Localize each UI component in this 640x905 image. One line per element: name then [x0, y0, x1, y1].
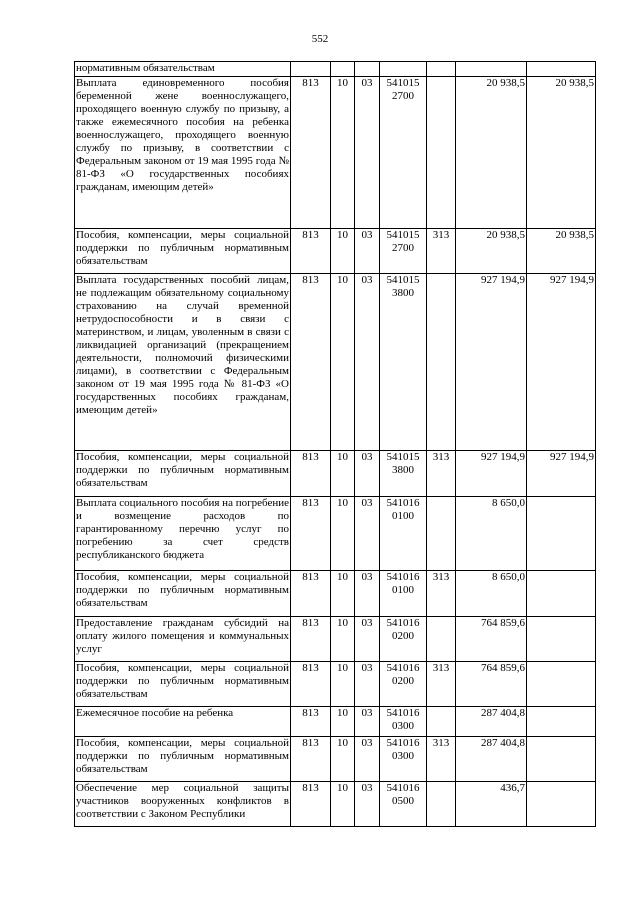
ministry-code-cell: 813: [291, 782, 331, 827]
expense-type-cell: 313: [427, 229, 456, 274]
table-row: [75, 229, 596, 274]
amount-cell-2: [527, 737, 596, 782]
section-code-cell: 10: [331, 617, 355, 662]
amount-cell-1: 20 938,5: [456, 77, 527, 229]
amount-cell-2: [527, 707, 596, 737]
amount-cell-2: [527, 782, 596, 827]
amount-cell-1: 927 194,9: [456, 274, 527, 451]
amount-cell-1: 8 650,0: [456, 571, 527, 617]
article-code-cell: 541016 0500: [380, 782, 427, 827]
ministry-code-cell: 813: [291, 229, 331, 274]
article-code-cell: [380, 62, 427, 77]
table-row: [75, 617, 596, 662]
amount-cell-2: [527, 662, 596, 707]
table-row: [75, 662, 596, 707]
subsection-code-cell: 03: [355, 707, 380, 737]
article-code-cell: 541016 0200: [380, 617, 427, 662]
amount-cell-2: 927 194,9: [527, 451, 596, 497]
section-code-cell: 10: [331, 229, 355, 274]
expense-type-cell: [427, 617, 456, 662]
ministry-code-cell: 813: [291, 451, 331, 497]
table-row: [75, 62, 596, 77]
article-code-cell: 541016 0300: [380, 707, 427, 737]
row-name-cell: Пособия, компенсации, меры социальной поддержки по публичным нормативным обязательствам: [75, 451, 291, 497]
amount-cell-2: 20 938,5: [527, 229, 596, 274]
expense-type-cell: [427, 77, 456, 229]
table-row: [75, 782, 596, 827]
amount-cell-2: 20 938,5: [527, 77, 596, 229]
ministry-code-cell: 813: [291, 571, 331, 617]
expense-type-cell: [427, 497, 456, 571]
subsection-code-cell: 03: [355, 229, 380, 274]
article-code-cell: 541016 0100: [380, 497, 427, 571]
row-name-cell: Пособия, компенсации, меры социальной поддержки по публичным нормативным обязательствам: [75, 229, 291, 274]
amount-cell-1: 927 194,9: [456, 451, 527, 497]
subsection-code-cell: 03: [355, 662, 380, 707]
subsection-code-cell: 03: [355, 77, 380, 229]
amount-cell-1: 287 404,8: [456, 707, 527, 737]
amount-cell-1: 764 859,6: [456, 662, 527, 707]
ministry-code-cell: 813: [291, 497, 331, 571]
row-name-cell: Предоставление гражданам субсидий на оплату жилого помещения и коммунальных услуг: [75, 617, 291, 662]
amount-cell-1: 8 650,0: [456, 497, 527, 571]
section-code-cell: 10: [331, 77, 355, 229]
ministry-code-cell: 813: [291, 274, 331, 451]
article-code-cell: 541016 0100: [380, 571, 427, 617]
section-code-cell: 10: [331, 497, 355, 571]
subsection-code-cell: 03: [355, 497, 380, 571]
expense-type-cell: [427, 62, 456, 77]
page-number: 552: [311, 33, 329, 45]
subsection-code-cell: 03: [355, 274, 380, 451]
amount-cell-1: [456, 62, 527, 77]
article-code-cell: 541016 0300: [380, 737, 427, 782]
expense-type-cell: 313: [427, 662, 456, 707]
table-row: [75, 571, 596, 617]
row-name-cell: Выплата государственных пособий лицам, не подлежащим обязательному социальному страхованию на случай временной нетрудоспособности и в связи с материнством, и лицам, уволенным в связи с ликвидацией организаций (прекращением деятельности, полномочий физическими лицами), в соответствии с Федеральным законом от 19 мая 1995 года № 81-ФЗ «О государственных пособиях гражданам, имеющим детей»: [75, 274, 291, 451]
ministry-code-cell: [291, 62, 331, 77]
subsection-code-cell: 03: [355, 451, 380, 497]
section-code-cell: [331, 62, 355, 77]
section-code-cell: 10: [331, 451, 355, 497]
subsection-code-cell: 03: [355, 571, 380, 617]
expense-type-cell: [427, 274, 456, 451]
article-code-cell: 541016 0200: [380, 662, 427, 707]
ministry-code-cell: 813: [291, 662, 331, 707]
subsection-code-cell: 03: [355, 782, 380, 827]
amount-cell-1: 287 404,8: [456, 737, 527, 782]
table-row: [75, 274, 596, 451]
article-code-cell: 541015 2700: [380, 229, 427, 274]
subsection-code-cell: 03: [355, 617, 380, 662]
table-row: [75, 737, 596, 782]
amount-cell-1: 20 938,5: [456, 229, 527, 274]
amount-cell-2: [527, 62, 596, 77]
expense-type-cell: [427, 782, 456, 827]
section-code-cell: 10: [331, 782, 355, 827]
expense-type-cell: 313: [427, 451, 456, 497]
amount-cell-2: [527, 571, 596, 617]
section-code-cell: 10: [331, 571, 355, 617]
subsection-code-cell: [355, 62, 380, 77]
amount-cell-2: [527, 617, 596, 662]
article-code-cell: 541015 3800: [380, 274, 427, 451]
amount-cell-2: 927 194,9: [527, 274, 596, 451]
table-row: [75, 77, 596, 229]
section-code-cell: 10: [331, 662, 355, 707]
table-row: [75, 451, 596, 497]
article-code-cell: 541015 2700: [380, 77, 427, 229]
row-name-cell: Выплата социального пособия на погребение и возмещение расходов по гарантированному перечню услуг по погребению за счет средств республиканского бюджета: [75, 497, 291, 571]
amount-cell-1: 764 859,6: [456, 617, 527, 662]
ministry-code-cell: 813: [291, 707, 331, 737]
expense-type-cell: 313: [427, 571, 456, 617]
ministry-code-cell: 813: [291, 737, 331, 782]
row-name-cell: Пособия, компенсации, меры социальной поддержки по публичным нормативным обязательствам: [75, 737, 291, 782]
section-code-cell: 10: [331, 737, 355, 782]
article-code-cell: 541015 3800: [380, 451, 427, 497]
table-row: [75, 497, 596, 571]
expense-type-cell: [427, 707, 456, 737]
row-name-cell: Пособия, компенсации, меры социальной поддержки по публичным нормативным обязательствам: [75, 662, 291, 707]
row-name-cell: Пособия, компенсации, меры социальной поддержки по публичным нормативным обязательствам: [75, 571, 291, 617]
row-name-cell: Выплата единовременного пособия беременной жене военнослужащего, проходящего военную службу по призыву, а также ежемесячного пособия на ребенка военнослужащего, проходящего военную службу по призыву, в соответствии с Федеральным законом от 19 мая 1995 года № 81-ФЗ «О государственных пособиях гражданам, имеющим детей»: [75, 77, 291, 229]
amount-cell-1: 436,7: [456, 782, 527, 827]
ministry-code-cell: 813: [291, 617, 331, 662]
section-code-cell: 10: [331, 707, 355, 737]
expense-type-cell: 313: [427, 737, 456, 782]
budget-table: [74, 61, 596, 827]
table-row: [75, 707, 596, 737]
amount-cell-2: [527, 497, 596, 571]
subsection-code-cell: 03: [355, 737, 380, 782]
row-name-cell: нормативным обязательствам: [75, 62, 291, 77]
row-name-cell: Обеспечение мер социальной защиты участников вооруженных конфликтов в соответствии с Законом Республики: [75, 782, 291, 827]
row-name-cell: Ежемесячное пособие на ребенка: [75, 707, 291, 737]
ministry-code-cell: 813: [291, 77, 331, 229]
section-code-cell: 10: [331, 274, 355, 451]
